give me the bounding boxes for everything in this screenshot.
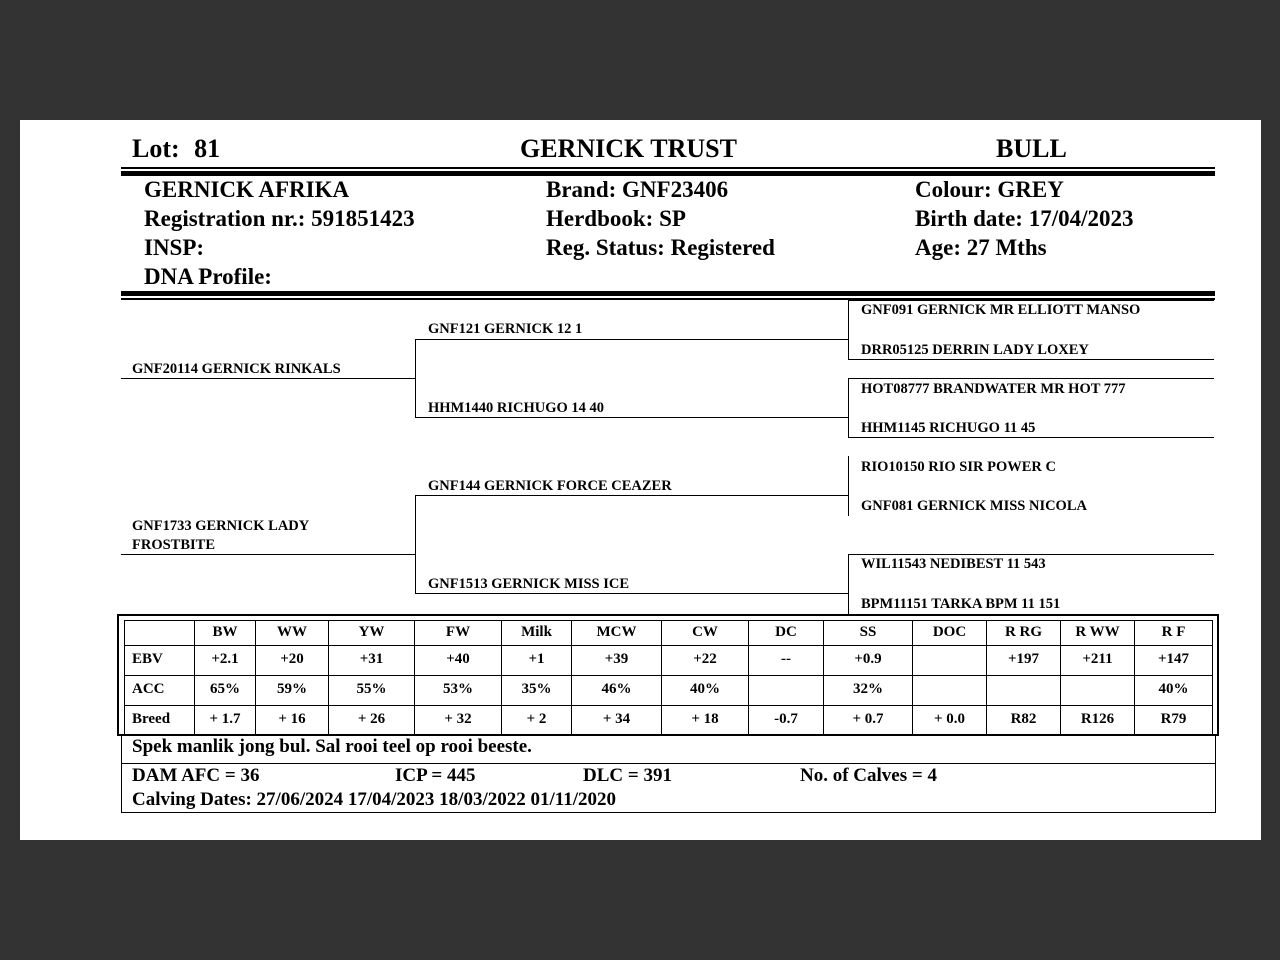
ebv-table [124, 620, 1213, 736]
ebv-cell-r-ww: +211 [1061, 646, 1135, 676]
line-ggp-1 [848, 300, 1214, 301]
ebv-cell-mcw: +39 [572, 646, 662, 676]
line-ggp-7 [848, 554, 1214, 555]
line-ggp-4 [848, 437, 1214, 438]
ebv-cell-bw: + 1.7 [195, 706, 256, 736]
pedigree-gp-1: GNF121 GERNICK 12 1 [428, 321, 583, 337]
comment: Spek manlik jong bul. Sal rooi teel op rooi beeste. [132, 736, 532, 757]
ebv-row-label: Breed [125, 706, 195, 736]
line-gp4-bracket [848, 554, 849, 614]
info-rule-thick [121, 291, 1215, 296]
ebv-cell-bw: 65% [195, 676, 256, 706]
ebv-cell-mcw: 46% [572, 676, 662, 706]
birth-date: Birth date: 17/04/2023 [915, 206, 1134, 231]
pedigree-ggp-3: HOT08777 BRANDWATER MR HOT 777 [861, 381, 1126, 397]
dna-profile: DNA Profile: [144, 264, 272, 289]
ebv-cell-yw: + 26 [329, 706, 415, 736]
ebv-row-ebv [125, 646, 1213, 676]
ebv-cell-yw: +31 [329, 646, 415, 676]
colour: Colour: GREY [915, 177, 1064, 202]
ebv-cell-r-rg: +197 [987, 646, 1061, 676]
ebv-cell-fw: +40 [415, 646, 502, 676]
brand: Brand: GNF23406 [546, 177, 729, 202]
herdbook: Herdbook: SP [546, 206, 686, 231]
line-dam [121, 554, 416, 555]
icp: ICP = 445 [395, 765, 476, 786]
ebv-cell-cw: CW [662, 621, 749, 646]
ebv-cell-yw: 55% [329, 676, 415, 706]
line-dam-bracket [415, 495, 416, 594]
ebv-cell-doc [913, 676, 987, 706]
ebv-cell-dc [749, 676, 824, 706]
pedigree-ggp-4: HHM1145 RICHUGO 11 45 [861, 420, 1036, 436]
pedigree-sire: GNF20114 GERNICK RINKALS [132, 361, 341, 377]
ebv-cell-ss: +0.9 [824, 646, 913, 676]
ebv-row-acc [125, 676, 1213, 706]
animal-name: GERNICK AFRIKA [144, 177, 350, 202]
ebv-row-label: ACC [125, 676, 195, 706]
pedigree-ggp-2: DRR05125 DERRIN LADY LOXEY [861, 342, 1089, 358]
line-gp1-bracket [848, 300, 849, 360]
ebv-cell-r-ww [1061, 676, 1135, 706]
pedigree-dam: GNF1733 GERNICK LADY FROSTBITE [132, 518, 309, 553]
ebv-row-breed [125, 706, 1213, 736]
ebv-cell-doc: DOC [913, 621, 987, 646]
line-gp2-bracket [848, 378, 849, 438]
ebv-cell-ww: +20 [256, 646, 329, 676]
ebv-header-row [125, 621, 1213, 646]
ebv-cell-bw: BW [195, 621, 256, 646]
ebv-cell-r-rg: R82 [987, 706, 1061, 736]
ebv-cell-r-f: +147 [1135, 646, 1213, 676]
ebv-cell-doc: + 0.0 [913, 706, 987, 736]
ebv-cell-milk: +1 [502, 646, 572, 676]
ebv-row-label: EBV [125, 646, 195, 676]
ebv-cell-yw: YW [329, 621, 415, 646]
pedigree-ggp-1: GNF091 GERNICK MR ELLIOTT MANSO [861, 302, 1141, 318]
ebv-cell-r-f: 40% [1135, 676, 1213, 706]
title-rule-thick [121, 171, 1215, 176]
line-sire-bracket [415, 339, 416, 418]
ebv-row-label [125, 621, 195, 646]
lot-label: Lot: [132, 134, 180, 163]
ebv-cell-cw: 40% [662, 676, 749, 706]
ebv-cell-mcw: + 34 [572, 706, 662, 736]
lot [132, 134, 220, 164]
ebv-cell-mcw: MCW [572, 621, 662, 646]
ebv-cell-milk: Milk [502, 621, 572, 646]
ebv-cell-ww: 59% [256, 676, 329, 706]
catalog-sheet [20, 120, 1261, 840]
ebv-cell-r-ww: R126 [1061, 706, 1135, 736]
age: Age: 27 Mths [915, 235, 1047, 260]
ebv-cell-milk: 35% [502, 676, 572, 706]
ebv-cell-r-f: R F [1135, 621, 1213, 646]
ebv-cell-fw: FW [415, 621, 502, 646]
pedigree-ggp-8: BPM11151 TARKA BPM 11 151 [861, 596, 1061, 612]
ebv-cell-ss: 32% [824, 676, 913, 706]
ebv-cell-ww: WW [256, 621, 329, 646]
line-gp-3 [415, 495, 849, 496]
pedigree-gp-4: GNF1513 GERNICK MISS ICE [428, 576, 630, 592]
pedigree-gp-2: HHM1440 RICHUGO 14 40 [428, 400, 605, 416]
animal-sex: BULL [996, 134, 1067, 163]
pedigree-ggp-6: GNF081 GERNICK MISS NICOLA [861, 498, 1087, 514]
ebv-cell-dc: DC [749, 621, 824, 646]
line-ggp-2 [848, 359, 1214, 360]
ebv-cell-doc [913, 646, 987, 676]
pedigree-ggp-7: WIL11543 NEDIBEST 11 543 [861, 556, 1046, 572]
ebv-cell-dc: -- [749, 646, 824, 676]
ebv-cell-bw: +2.1 [195, 646, 256, 676]
line-gp-2 [415, 417, 849, 418]
ebv-cell-ww: + 16 [256, 706, 329, 736]
line-gp-4 [415, 593, 849, 594]
ebv-cell-cw: +22 [662, 646, 749, 676]
ebv-cell-ss: SS [824, 621, 913, 646]
ebv-cell-r-rg: R RG [987, 621, 1061, 646]
ebv-cell-milk: + 2 [502, 706, 572, 736]
ebv-cell-fw: + 32 [415, 706, 502, 736]
number-of-calves: No. of Calves = 4 [800, 765, 937, 786]
pedigree-gp-3: GNF144 GERNICK FORCE CEAZER [428, 478, 672, 494]
ebv-cell-r-f: R79 [1135, 706, 1213, 736]
line-gp3-bracket [848, 456, 849, 516]
line-sire [121, 378, 416, 379]
pedigree-ggp-5: RIO10150 RIO SIR POWER C [861, 459, 1056, 475]
reg-status: Reg. Status: Registered [546, 235, 775, 260]
ebv-cell-r-ww: R WW [1061, 621, 1135, 646]
line-ggp-3 [848, 378, 1214, 379]
lot-number: 81 [194, 134, 221, 163]
registration-number: Registration nr.: 591851423 [144, 206, 415, 231]
dlc: DLC = 391 [583, 765, 672, 786]
breeder-name: GERNICK TRUST [520, 134, 737, 163]
ebv-cell-fw: 53% [415, 676, 502, 706]
calving-dates: Calving Dates: 27/06/2024 17/04/2023 18/03/2022 01/11/2020 [132, 789, 616, 810]
ebv-cell-ss: + 0.7 [824, 706, 913, 736]
title-rule-thin [121, 167, 1215, 169]
ebv-cell-r-rg [987, 676, 1061, 706]
line-gp-1 [415, 339, 849, 340]
ebv-cell-cw: + 18 [662, 706, 749, 736]
ebv-cell-dc: -0.7 [749, 706, 824, 736]
dam-afc: DAM AFC = 36 [132, 765, 260, 786]
insp: INSP: [144, 235, 205, 260]
